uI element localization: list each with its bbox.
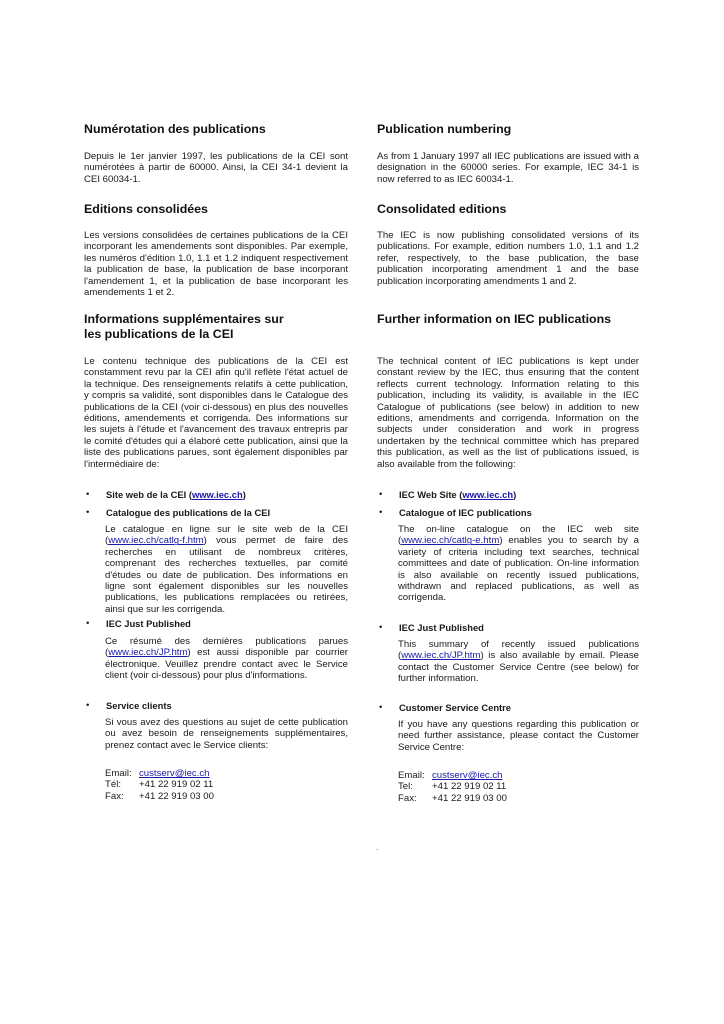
jp-text-en (398, 639, 639, 685)
catalogue-text-post-fr: ) vous permet de faire des recherches en utilisant de nombreux critères, comprenant des recherches textuelles, par comité d'études ou date de publication. Des informations en ligne sont également disponibles sur les nouvelles publications, les publications remplacées ou retirées, ainsi que sur les corrigenda. (105, 535, 348, 615)
further-text-fr: Le contenu technique des publications de la CEI est constamment revu par la CEI afin qu'il reflète l'état actuel de la technique. Des renseignements relatifs à cette publication, y compris sa validité, sont disponibles dans le Catalogue des publications de la CEI (voir ci-dessous) en plus des nouvelles éditions, amendements et corrigenda. Des informations sur les sujets à l'étude et l'avancement des travaux entrepris par le comité d'études qui a élaboré cette publication, ainsi que la liste des publications parues, sont également disponibles par l'intermédiaire de: (84, 356, 348, 470)
tel-value-fr: +41 22 919 02 11 (139, 779, 214, 791)
fax-value-en: +41 22 919 03 00 (432, 792, 507, 804)
bullet-dot: • (379, 702, 383, 713)
contact-tel-row-fr (105, 779, 348, 790)
email-link-fr[interactable]: custserv@iec.ch (139, 768, 210, 779)
contact-fax-row-en (398, 793, 639, 804)
paren-open: ( (188, 489, 192, 500)
website-item-fr (106, 489, 348, 500)
bullet-dot: • (379, 507, 383, 518)
further-text-en: The technical content of IEC publications is kept under constant review by the IEC, thus ensuring that the content reflects current technology. Information relating to this publication, including its validity, is available in the IEC Catalogue of publications (see below) in addition to new editions, amendments and corrigenda. Information on the subjects under consideration and work in progress undertaken by the technical committee which has prepared this publication, as well as the list of publications issued, is also available from the following: (377, 356, 639, 470)
paren-close: ) (242, 489, 246, 500)
service-label-fr: Service clients (106, 700, 172, 711)
bullet-dot: • (86, 489, 90, 500)
numbering-title-fr: Numérotation des publications (84, 122, 266, 136)
consolidated-section-fr (84, 202, 348, 298)
jp-label-en: IEC Just Published (399, 622, 484, 633)
further-title-fr: Informations supplémentaires sur les publications de la CEI (84, 312, 284, 341)
numbering-title-en: Publication numbering (377, 122, 512, 136)
fax-label-en: Fax: (398, 792, 417, 804)
bullet-dot: • (379, 489, 383, 500)
jp-link-en[interactable]: www.iec.ch/JP.htm (401, 650, 481, 662)
paren-close: ) (513, 489, 517, 500)
tel-value-en: +41 22 919 02 11 (432, 781, 507, 793)
fax-value-fr: +41 22 919 03 00 (139, 790, 214, 802)
further-title-en: Further information on IEC publications (377, 312, 612, 326)
email-link-en[interactable]: custserv@iec.ch (432, 770, 503, 781)
footer-mark: . (376, 843, 379, 852)
jp-label-fr: IEC Just Published (106, 618, 191, 629)
bullet-dot: • (86, 507, 90, 518)
jp-text-post-en: ) is also available by email. Please contact the Customer Service Centre (see below) for further information. (398, 650, 639, 685)
website-link-fr[interactable]: www.iec.ch (191, 489, 243, 500)
website-label-en: IEC Web Site (399, 489, 457, 500)
contact-tel-row-en (398, 781, 639, 792)
catalogue-link-fr[interactable]: www.iec.ch/catlg-f.htm (108, 535, 204, 547)
further-section-fr (84, 312, 348, 470)
jp-text-pre-fr: Ce résumé des dernières publications parues ( (105, 636, 348, 659)
contact-email-row-fr (105, 768, 348, 779)
website-item-en (399, 489, 639, 500)
consolidated-title-en: Consolidated editions (377, 202, 507, 216)
catalogue-link-en[interactable]: www.iec.ch/catlg-e.htm (401, 535, 500, 547)
contact-block-en (398, 770, 639, 804)
catalogue-text-en (398, 524, 639, 604)
jp-link-fr[interactable]: www.iec.ch/JP.htm (108, 647, 188, 659)
consolidated-text-en: The IEC is now publishing consolidated versions of its publications. For example, edition numbers 1.0, 1.1 and 1.2 refer, respectively, to the base publication, the base publication incorporating amendment 1 and the base publication incorporating amendments 1 and 2. (377, 230, 639, 287)
numbering-text-fr: Depuis le 1er janvier 1997, les publications de la CEI sont numérotées à partir de 60000. Ainsi, la CEI 34-1 devient la CEI 60034-1. (84, 151, 348, 185)
bullet-dot: • (379, 622, 383, 633)
consolidated-title-fr: Editions consolidées (84, 202, 208, 216)
further-section-en (377, 312, 639, 470)
catalogue-text-post-en: ) enables you to search by a variety of criteria including text searches, technical committees and date of publication. On-line information is also available on recently issued publications, withdrawn and replaced publications, as well as corrigenda. (398, 535, 639, 604)
catalogue-label-fr: Catalogue des publications de la CEI (106, 507, 271, 518)
fax-label-fr: Fax: (105, 790, 124, 802)
bullet-dot: • (86, 618, 90, 629)
jp-text-fr (105, 636, 348, 682)
numbering-section-fr (84, 122, 348, 185)
catalogue-text-pre-fr: Le catalogue en ligne sur le site web de la CEI ( (105, 524, 348, 547)
email-label-fr: Email: (105, 768, 132, 779)
website-link-en[interactable]: www.iec.ch (462, 489, 514, 500)
jp-text-post-fr: ) est aussi disponible par courrier électronique. Veuillez prendre contact avec le Service client (voir ci-dessous) pour plus d'informations. (105, 647, 348, 682)
bullet-dot: • (86, 700, 90, 711)
jp-text-pre-en: This summary of recently issued publications ( (398, 639, 639, 662)
catalogue-text-pre-en: The on-line catalogue on the IEC web site ( (398, 524, 639, 547)
tel-label-fr: Tél: (105, 779, 121, 791)
consolidated-section-en (377, 202, 639, 287)
service-text-en: If you have any questions regarding this publication or need further assistance, please contact the Customer Service Centre: (398, 719, 639, 753)
website-label-fr: Site web de la CEI (106, 489, 187, 500)
catalogue-label-en: Catalogue of IEC publications (399, 507, 532, 518)
paren-open: ( (459, 489, 463, 500)
catalogue-text-fr (105, 524, 348, 615)
contact-block-fr (105, 768, 348, 802)
numbering-text-en: As from 1 January 1997 all IEC publications are issued with a designation in the 60000 series. For example, IEC 34-1 is now referred to as IEC 60034-1. (377, 151, 639, 185)
contact-email-row-en (398, 770, 639, 781)
tel-label-en: Tel: (398, 781, 413, 793)
service-label-en: Customer Service Centre (399, 702, 512, 713)
contact-fax-row-fr (105, 791, 348, 802)
email-label-en: Email: (398, 770, 425, 781)
numbering-section-en (377, 122, 639, 185)
service-text-fr: Si vous avez des questions au sujet de cette publication ou avez besoin de renseignements supplémentaires, prenez contact avec le Service clients: (105, 717, 348, 751)
consolidated-text-fr: Les versions consolidées de certaines publications de la CEI incorporant les amendements sont disponibles. Par exemple, les numéros d'édition 1.0, 1.1 et 1.2 indiquent respectivement la publication de base, la publication de base incorporant l'amendement 1, et la publication de base incorporant les amendements 1 et 2. (84, 230, 348, 299)
